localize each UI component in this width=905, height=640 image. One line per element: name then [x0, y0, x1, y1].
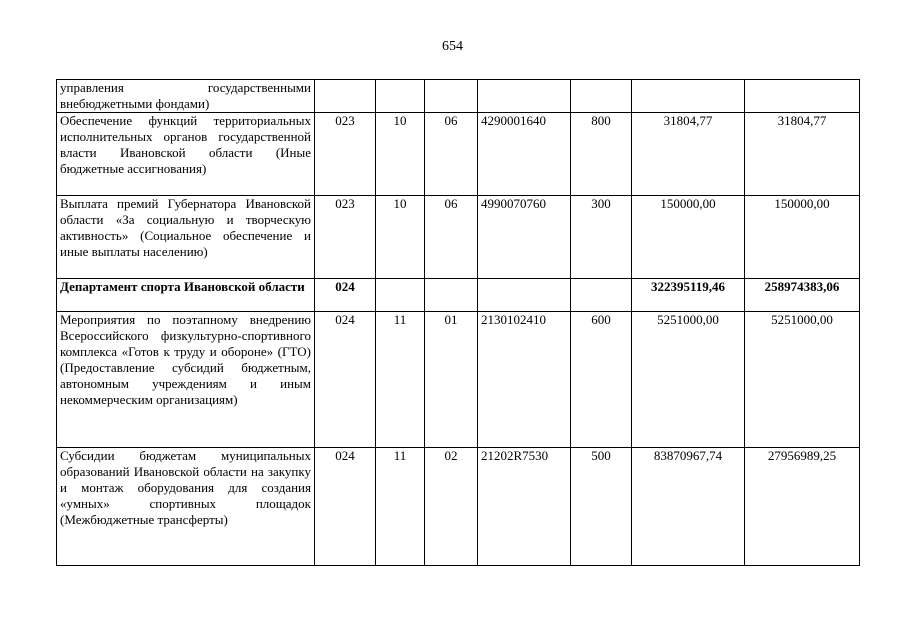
target-code-cell: [478, 80, 571, 113]
ministry-code-cell: 024: [315, 448, 376, 566]
target-code-cell: 4990070760: [478, 196, 571, 279]
table-row: [57, 196, 860, 279]
section-code-cell: [376, 80, 425, 113]
section-code-cell: 10: [376, 196, 425, 279]
amount-2-cell: 27956989,25: [745, 448, 860, 566]
section-code-cell: [376, 279, 425, 312]
amount-1-cell: 5251000,00: [632, 312, 745, 448]
expense-type-code-cell: 300: [571, 196, 632, 279]
expense-name-cell: Мероприятия по поэтапному внедрению Всероссийского физкультурно-спортивного комплекса «Готов к труду и обороне» (ГТО) (Предоставление субсидий бюджетным, автономным учреждениям и иным некоммерческим организациям): [57, 312, 315, 448]
budget-table: [56, 79, 860, 566]
subsection-code-cell: 02: [425, 448, 478, 566]
subsection-code-cell: [425, 80, 478, 113]
target-code-cell: 21202R7530: [478, 448, 571, 566]
section-code-cell: 10: [376, 113, 425, 196]
ministry-code-cell: [315, 80, 376, 113]
expense-type-code-cell: 800: [571, 113, 632, 196]
page-number: 654: [442, 39, 463, 54]
table-row: [57, 113, 860, 196]
expense-name-cell: Обеспечение функций территориальных исполнительных органов государственной власти Ивановской области (Иные бюджетные ассигнования): [57, 113, 315, 196]
amount-2-cell: [745, 80, 860, 113]
expense-type-code-cell: 500: [571, 448, 632, 566]
amount-2-cell: 258974383,06: [745, 279, 860, 312]
section-code-cell: 11: [376, 312, 425, 448]
amount-1-cell: 31804,77: [632, 113, 745, 196]
subsection-code-cell: 06: [425, 113, 478, 196]
ministry-code-cell: 024: [315, 312, 376, 448]
amount-2-cell: 5251000,00: [745, 312, 860, 448]
target-code-cell: 2130102410: [478, 312, 571, 448]
table-row-department: [57, 279, 860, 312]
expense-name-cell: Департамент спорта Ивановской области: [57, 279, 315, 312]
ministry-code-cell: 023: [315, 113, 376, 196]
expense-type-code-cell: 600: [571, 312, 632, 448]
expense-name-cell: управления государственными внебюджетными фондами): [57, 80, 315, 113]
section-code-cell: 11: [376, 448, 425, 566]
subsection-code-cell: 01: [425, 312, 478, 448]
expense-type-code-cell: [571, 279, 632, 312]
subsection-code-cell: 06: [425, 196, 478, 279]
amount-1-cell: 83870967,74: [632, 448, 745, 566]
target-code-cell: 4290001640: [478, 113, 571, 196]
expense-name-cell: Субсидии бюджетам муниципальных образований Ивановской области на закупку и монтаж оборудования для создания «умных» спортивных площадок (Межбюджетные трансферты): [57, 448, 315, 566]
table-row: [57, 312, 860, 448]
amount-1-cell: 150000,00: [632, 196, 745, 279]
subsection-code-cell: [425, 279, 478, 312]
expense-type-code-cell: [571, 80, 632, 113]
target-code-cell: [478, 279, 571, 312]
ministry-code-cell: 024: [315, 279, 376, 312]
amount-1-cell: [632, 80, 745, 113]
ministry-code-cell: 023: [315, 196, 376, 279]
table-row: [57, 448, 860, 566]
amount-2-cell: 31804,77: [745, 113, 860, 196]
amount-2-cell: 150000,00: [745, 196, 860, 279]
table-row: [57, 80, 860, 113]
amount-1-cell: 322395119,46: [632, 279, 745, 312]
expense-name-cell: Выплата премий Губернатора Ивановской области «За социальную и творческую активность» (Социальное обеспечение и иные выплаты населению): [57, 196, 315, 279]
